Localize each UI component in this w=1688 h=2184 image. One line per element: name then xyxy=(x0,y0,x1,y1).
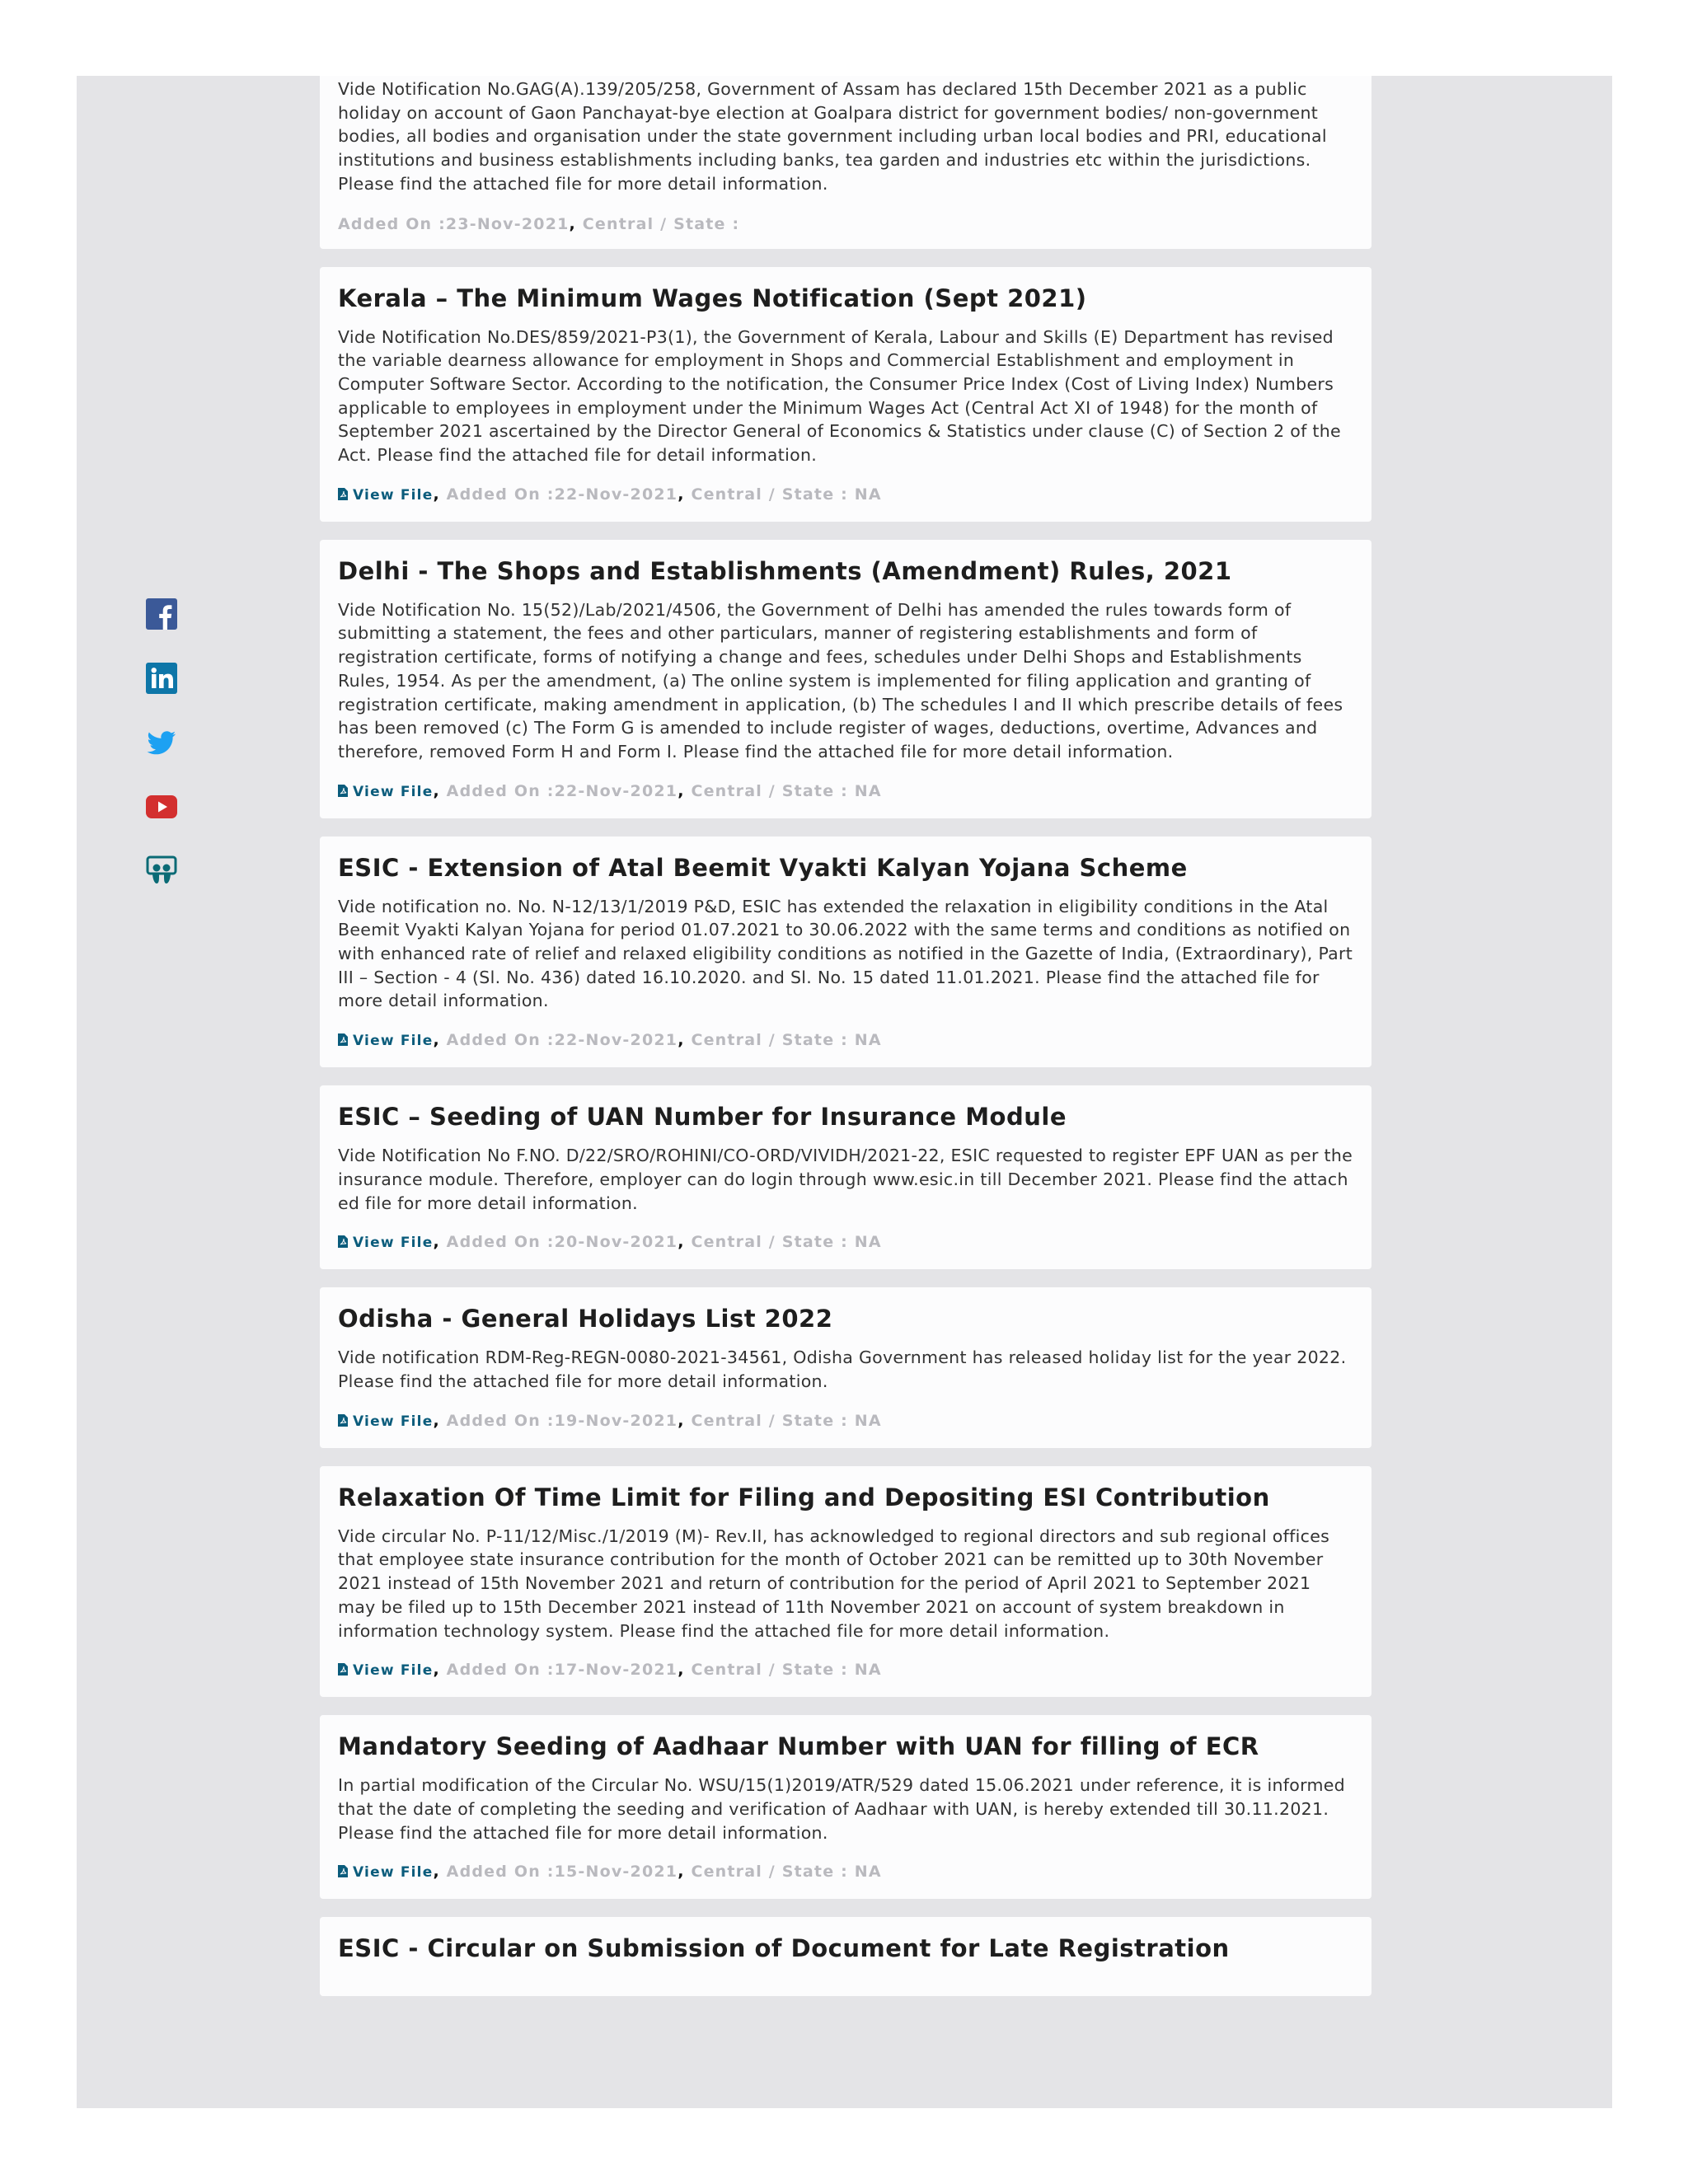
notification-body: In partial modification of the Circular No. WSU/15(1)2019/ATR/529 dated 15.06.2021 under reference, it is informed that the date of completing the seeding and verification of Aadhaar with UAN, is hereby extended till 30.11.2021. Please find the attached file for more detail information. xyxy=(338,1775,1345,1843)
notification-title[interactable]: ESIC - Extension of Atal Beemit Vyakti Kalyan Yojana Scheme xyxy=(338,853,1188,882)
meta-separator: , xyxy=(433,485,447,504)
notification-meta xyxy=(338,214,1353,234)
meta-separator: , xyxy=(678,1863,692,1882)
notification-card xyxy=(320,1917,1372,1996)
notification-body: Vide circular No. P-11/12/Misc./1/2019 (M)- Rev.II, has acknowledged to regional directors and sub regional offices that employee state insurance contribution for the month of October 2021 can be remitted up to 30th November 2021 instead of 15th November 2021 and return of contribution for the period of April 2021 to September 2021 may be filed up to 15th December 2021 instead of 11th November 2021 on account of system breakdown in information technology system. Please find the attached file for more detail information. xyxy=(338,1526,1330,1641)
added-on-date: Added On :22-Nov-2021 xyxy=(446,1031,678,1050)
youtube-icon[interactable] xyxy=(146,791,177,823)
meta-separator: , xyxy=(433,1031,447,1050)
notification-meta xyxy=(338,1660,1353,1680)
view-file-label: View File xyxy=(353,1662,434,1680)
added-on-date: Added On :20-Nov-2021 xyxy=(446,1233,678,1252)
central-state-label: Central / State : NA xyxy=(691,1031,882,1050)
view-file-link[interactable] xyxy=(338,1864,433,1881)
central-state-label: Central / State : NA xyxy=(691,1233,882,1252)
notification-title[interactable]: Relaxation Of Time Limit for Filing and Depositing ESI Contribution xyxy=(338,1483,1270,1511)
notification-card xyxy=(320,1715,1372,1899)
notification-card xyxy=(320,76,1372,249)
pdf-file-icon xyxy=(338,488,348,500)
pdf-file-icon xyxy=(338,1865,348,1877)
facebook-icon[interactable] xyxy=(146,598,177,630)
notification-card xyxy=(320,837,1372,1068)
view-file-link[interactable] xyxy=(338,784,433,800)
meta-separator: , xyxy=(433,1233,447,1252)
notification-title[interactable]: Kerala – The Minimum Wages Notification (Sept 2021) xyxy=(338,284,1087,312)
view-file-link[interactable] xyxy=(338,1033,433,1049)
meta-separator: , xyxy=(678,485,692,504)
view-file-label: View File xyxy=(353,1033,434,1050)
added-on-date: Added On :19-Nov-2021 xyxy=(446,1411,678,1430)
view-file-label: View File xyxy=(353,486,434,504)
view-file-link[interactable] xyxy=(338,1235,433,1251)
meta-separator: , xyxy=(678,1661,692,1680)
notification-meta xyxy=(338,1411,1353,1432)
view-file-link[interactable] xyxy=(338,487,433,504)
meta-separator: , xyxy=(433,1661,447,1680)
added-on-date: Added On :15-Nov-2021 xyxy=(446,1863,678,1882)
notification-meta xyxy=(338,485,1353,505)
notification-card xyxy=(320,1466,1372,1698)
added-on-date: Added On :22-Nov-2021 xyxy=(446,781,678,800)
meta-separator: , xyxy=(678,1031,692,1050)
slideshare-icon[interactable] xyxy=(146,855,177,887)
notification-card xyxy=(320,1085,1372,1269)
central-state-label: Central / State : xyxy=(582,214,740,233)
notification-body: Vide Notification No.DES/859/2021-P3(1), the Government of Kerala, Labour and Skills (E) Department has revised the variable dearness allowance for employment in Shops and Commercial Establishment and employment in Computer Software Sector. According to the notification, the Consumer Price Index (Cost of Living Index) Numbers applicable to employees in employment under the Minimum Wages Act (Central Act XI of 1948) for the month of September 2021 ascertained by the Director General of Economics & Statistics under clause (C) of Section 2 of the Act. Please find the attached file for detail information. xyxy=(338,326,1341,466)
pdf-file-icon xyxy=(338,785,348,797)
pdf-file-icon xyxy=(338,1663,348,1675)
notification-body: Vide Notification No F.NO. D/22/SRO/ROHINI/CO-ORD/VIVIDH/2021-22, ESIC requested to register EPF UAN as per the insurance module. Therefore, employer can do login through www.esic.in till December 2021. Please find the attach ed file for more detail information. xyxy=(338,1146,1353,1213)
view-file-link[interactable] xyxy=(338,1413,433,1430)
meta-separator: , xyxy=(433,1411,447,1430)
twitter-icon[interactable] xyxy=(146,727,177,758)
notification-title[interactable]: Mandatory Seeding of Aadhaar Number with UAN for filling of ECR xyxy=(338,1732,1259,1761)
notification-title[interactable]: Odisha - General Holidays List 2022 xyxy=(338,1305,833,1333)
view-file-label: View File xyxy=(353,1413,434,1430)
pdf-file-icon xyxy=(338,1235,348,1248)
added-on-date: Added On :23-Nov-2021 xyxy=(338,214,570,233)
meta-separator: , xyxy=(569,214,583,233)
central-state-label: Central / State : NA xyxy=(691,1411,882,1430)
notification-title[interactable]: Delhi - The Shops and Establishments (Amendment) Rules, 2021 xyxy=(338,556,1232,585)
meta-separator: , xyxy=(433,1863,447,1882)
view-file-label: View File xyxy=(353,1864,434,1882)
notification-card xyxy=(320,1287,1372,1447)
notification-meta xyxy=(338,1862,1353,1882)
meta-separator: , xyxy=(678,1233,692,1252)
notification-card xyxy=(320,540,1372,818)
notification-title[interactable]: ESIC - Circular on Submission of Document for Late Registration xyxy=(338,1934,1230,1963)
notification-card xyxy=(320,267,1372,522)
meta-separator: , xyxy=(433,781,447,800)
social-share-bar xyxy=(146,598,179,920)
central-state-label: Central / State : NA xyxy=(691,485,882,504)
notification-meta xyxy=(338,781,1353,802)
notification-meta xyxy=(338,1030,1353,1051)
central-state-label: Central / State : NA xyxy=(691,1863,882,1882)
notification-title[interactable]: ESIC – Seeding of UAN Number for Insurance Module xyxy=(338,1103,1067,1132)
view-file-label: View File xyxy=(353,783,434,800)
notification-body: Vide Notification No.GAG(A).139/205/258, Government of Assam has declared 15th December 2021 as a public holiday on account of Gaon Panchayat-bye election at Goalpara district for government bodies/ non-government bodies, all bodies and organisation under the state government including urban local bodies and PRI, educational institutions and business establishments including banks, tea garden and industries etc within the jurisdictions. Please find the attached file for more detail information. xyxy=(338,79,1327,194)
central-state-label: Central / State : NA xyxy=(691,781,882,800)
linkedin-icon[interactable] xyxy=(146,663,177,694)
added-on-date: Added On :22-Nov-2021 xyxy=(446,485,678,504)
pdf-file-icon xyxy=(338,1414,348,1427)
notification-body: Vide notification RDM-Reg-REGN-0080-2021-34561, Odisha Government has released holiday list for the year 2022. Please find the attached file for more detail information. xyxy=(338,1347,1347,1391)
notification-meta xyxy=(338,1232,1353,1253)
notification-body: Vide notification no. No. N-12/13/1/2019 P&D, ESIC has extended the relaxation in eligibility conditions in the Atal Beemit Vyakti Kalyan Yojana for period 01.07.2021 to 30.06.2022 with the same terms and conditions as notified on with enhanced rate of relief and relaxed eligibility conditions as notified in the Gazette of India, (Extraordinary), Part III – Section - 4 (Sl. No. 436) dated 16.10.2020. and Sl. No. 15 dated 11.01.2021. Please find the attached file for more detail information. xyxy=(338,896,1353,1011)
pdf-file-icon xyxy=(338,1033,348,1046)
meta-separator: , xyxy=(678,1411,692,1430)
view-file-link[interactable] xyxy=(338,1662,433,1679)
meta-separator: , xyxy=(678,781,692,800)
notification-feed xyxy=(320,76,1372,2014)
central-state-label: Central / State : NA xyxy=(691,1661,882,1680)
notification-body: Vide Notification No. 15(52)/Lab/2021/4506, the Government of Delhi has amended the rules towards form of submitting a statement, the fees and other particulars, manner of registering establishments and form of registration certificate, forms of notifying a change and fees, schedules under Delhi Shops and Establishments Rules, 1954. As per the amendment, (a) The online system is implemented for filing application and granting of registration certificate, making amendment in application, (b) The schedules I and II which prescribe details of fees has been removed (c) The Form G is amended to include register of wages, deductions, overtime, Advances and therefore, removed Form H and Form I. Please find the attached file for more detail information. xyxy=(338,599,1343,762)
view-file-label: View File xyxy=(353,1235,434,1252)
added-on-date: Added On :17-Nov-2021 xyxy=(446,1661,678,1680)
